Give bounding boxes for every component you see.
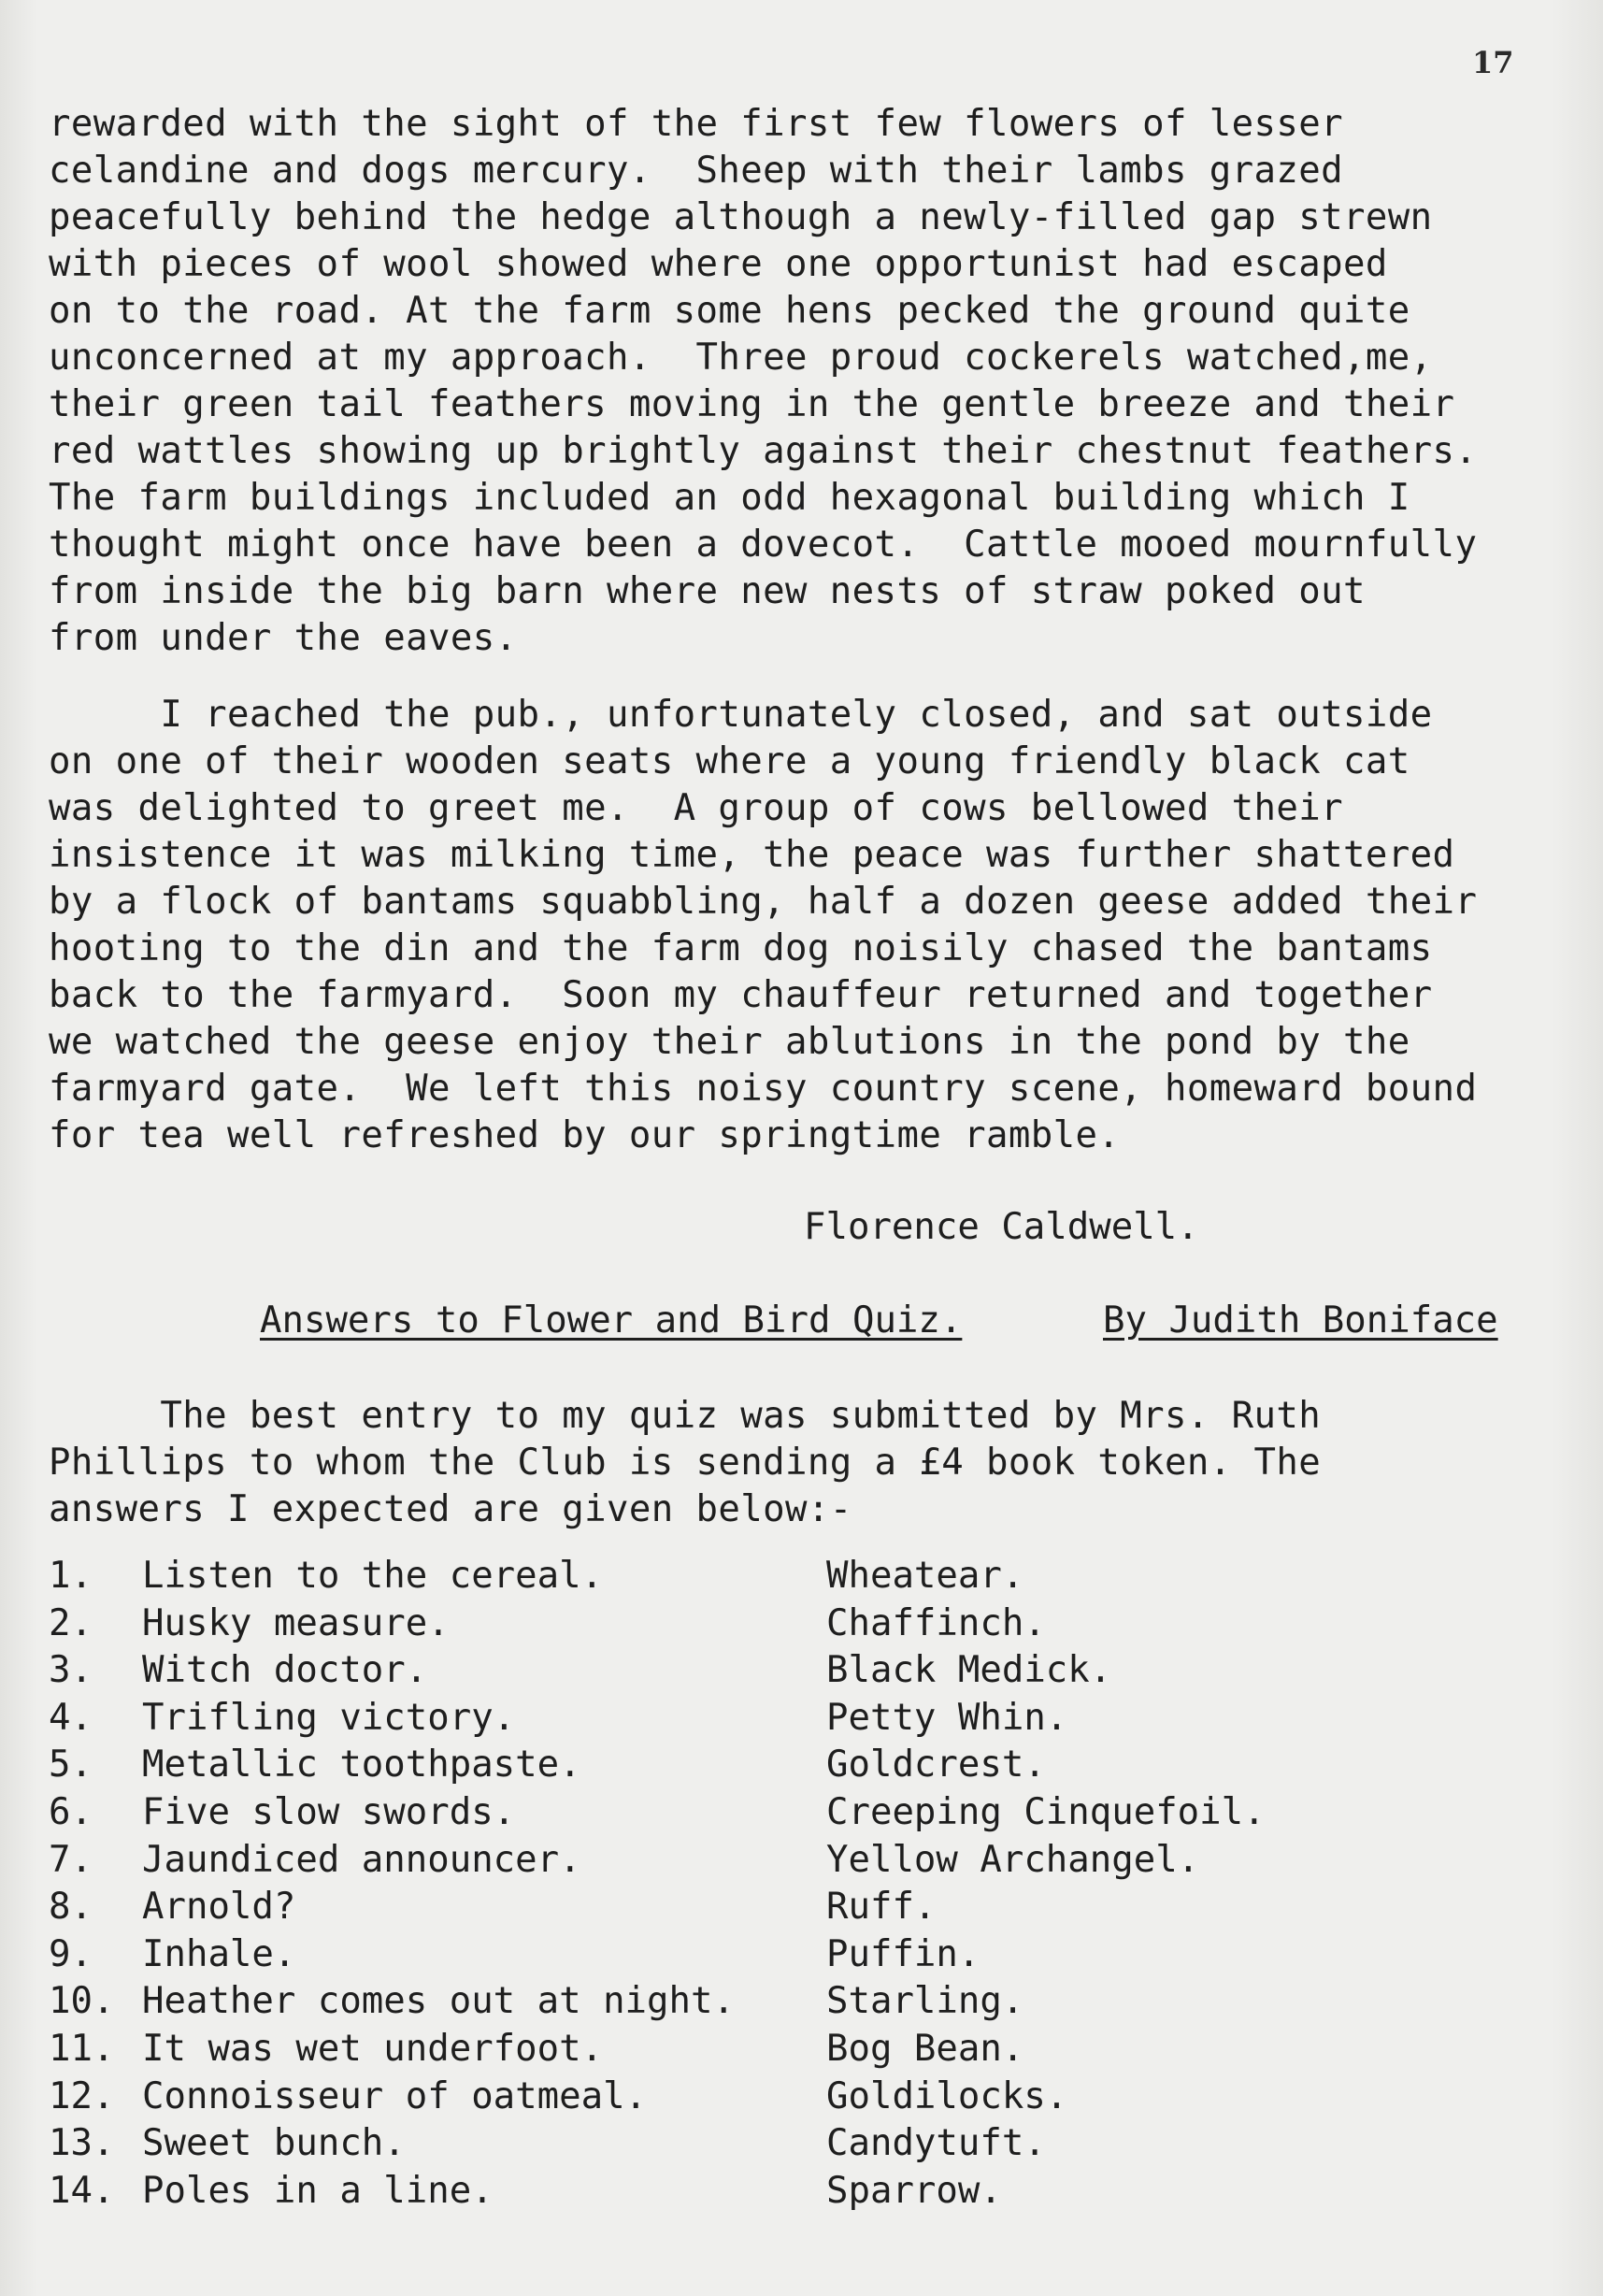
text-line: celandine and dogs mercury. Sheep with their lambs grazed (49, 150, 1344, 192)
quiz-number: 1. (49, 1555, 93, 1597)
quiz-clue: Five slow swords. (142, 1790, 516, 1833)
text-line: from under the eaves. (49, 617, 518, 659)
quiz-clue: Listen to the cereal. (142, 1555, 604, 1597)
text-line: on one of their wooden seats where a young friendly black cat (49, 740, 1410, 782)
quiz-number: 8. (49, 1886, 93, 1929)
text-line: I reached the pub., unfortunately closed, and sat outside (49, 694, 1433, 736)
text-line: on to the road. At the farm some hens pecked the ground quite (49, 290, 1410, 332)
paragraph-2 (49, 692, 1563, 1159)
quiz-answer: Creeping Cinquefoil. (826, 1790, 1266, 1833)
quiz-number: 11. (49, 2027, 115, 2070)
quiz-answer: Bog Bean. (826, 2027, 1024, 2070)
quiz-number: 10. (49, 1980, 115, 2023)
quiz-answer: Petty Whin. (826, 1696, 1068, 1739)
quiz-number: 7. (49, 1838, 93, 1881)
text-line: peacefully behind the hedge although a newly-filled gap strewn (49, 196, 1433, 238)
quiz-answer: Candytuft. (826, 2122, 1046, 2165)
quiz-clue: Metallic toothpaste. (142, 1744, 581, 1787)
quiz-clue: Heather comes out at night. (142, 1980, 735, 2023)
text-line: insistence it was milking time, the peace was further shattered (49, 834, 1455, 876)
quiz-answer: Goldilocks. (826, 2074, 1068, 2117)
quiz-number: 12. (49, 2074, 115, 2117)
quiz-number: 4. (49, 1696, 93, 1739)
text-line: we watched the geese enjoy their ablutions in the pond by the (49, 1021, 1410, 1063)
text-line: rewarded with the sight of the first few flowers of lesser (49, 103, 1344, 145)
text-line: was delighted to greet me. A group of cows bellowed their (49, 787, 1344, 829)
quiz-clue: Trifling victory. (142, 1696, 516, 1739)
quiz-number: 2. (49, 1601, 93, 1644)
text-line: for tea well refreshed by our springtime ramble. (49, 1114, 1121, 1156)
text-line: by a flock of bantams squabbling, half a dozen geese added their (49, 881, 1478, 923)
quiz-answer: Sparrow. (826, 2169, 1002, 2212)
quiz-number: 13. (49, 2122, 115, 2165)
quiz-answer: Puffin. (826, 1932, 980, 1975)
quiz-heading-title: Answers to Flower and Bird Quiz. (260, 1299, 963, 1342)
quiz-answer: Black Medick. (826, 1649, 1112, 1692)
quiz-clue: Witch doctor. (142, 1649, 428, 1692)
quiz-number: 5. (49, 1744, 93, 1787)
text-line: with pieces of wool showed where one opportunist had escaped (49, 243, 1388, 285)
text-line: red wattles showing up brightly against their chestnut feathers. (49, 430, 1478, 472)
quiz-answer: Ruff. (826, 1886, 937, 1929)
quiz-clue: Inhale. (142, 1932, 296, 1975)
text-line: thought might once have been a dovecot. Cattle mooed mournfully (49, 524, 1478, 566)
quiz-number: 14. (49, 2169, 115, 2212)
text-line: from inside the big barn where new nests of straw poked out (49, 570, 1366, 612)
quiz-heading-author: By Judith Boniface (1103, 1299, 1498, 1342)
quiz-clue: Husky measure. (142, 1601, 450, 1644)
quiz-answer: Starling. (826, 1980, 1024, 2023)
quiz-answer: Goldcrest. (826, 1744, 1046, 1787)
text-line: The best entry to my quiz was submitted by Mrs. Ruth (49, 1395, 1322, 1437)
quiz-answer: Chaffinch. (826, 1601, 1046, 1644)
quiz-clue: Arnold? (142, 1886, 296, 1929)
text-line: Phillips to whom the Club is sending a £4 book token. The (49, 1442, 1322, 1484)
paragraph-3 (49, 1393, 1563, 1533)
author-signature: Florence Caldwell. (804, 1206, 1199, 1248)
quiz-number: 9. (49, 1932, 93, 1975)
quiz-clue: Connoisseur of oatmeal. (142, 2074, 648, 2117)
quiz-clue: Jaundiced announcer. (142, 1838, 581, 1881)
page-number: 17 (1472, 45, 1514, 80)
quiz-clue: Sweet bunch. (142, 2122, 406, 2165)
quiz-clue: Poles in a line. (142, 2169, 494, 2212)
text-line: unconcerned at my approach. Three proud cockerels watched,me, (49, 337, 1433, 379)
text-line: answers I expected are given below:- (49, 1488, 852, 1530)
quiz-clue: It was wet underfoot. (142, 2027, 604, 2070)
quiz-number: 3. (49, 1649, 93, 1692)
text-line: farmyard gate. We left this noisy country scene, homeward bound (49, 1068, 1478, 1110)
text-line: their green tail feathers moving in the gentle breeze and their (49, 383, 1455, 425)
quiz-number: 6. (49, 1790, 93, 1833)
quiz-answer: Wheatear. (826, 1555, 1024, 1597)
paragraph-1 (49, 101, 1563, 662)
text-line: back to the farmyard. Soon my chauffeur returned and together (49, 974, 1433, 1016)
text-line: The farm buildings included an odd hexagonal building which I (49, 477, 1410, 519)
quiz-answer: Yellow Archangel. (826, 1838, 1200, 1881)
text-line: hooting to the din and the farm dog noisily chased the bantams (49, 927, 1433, 969)
